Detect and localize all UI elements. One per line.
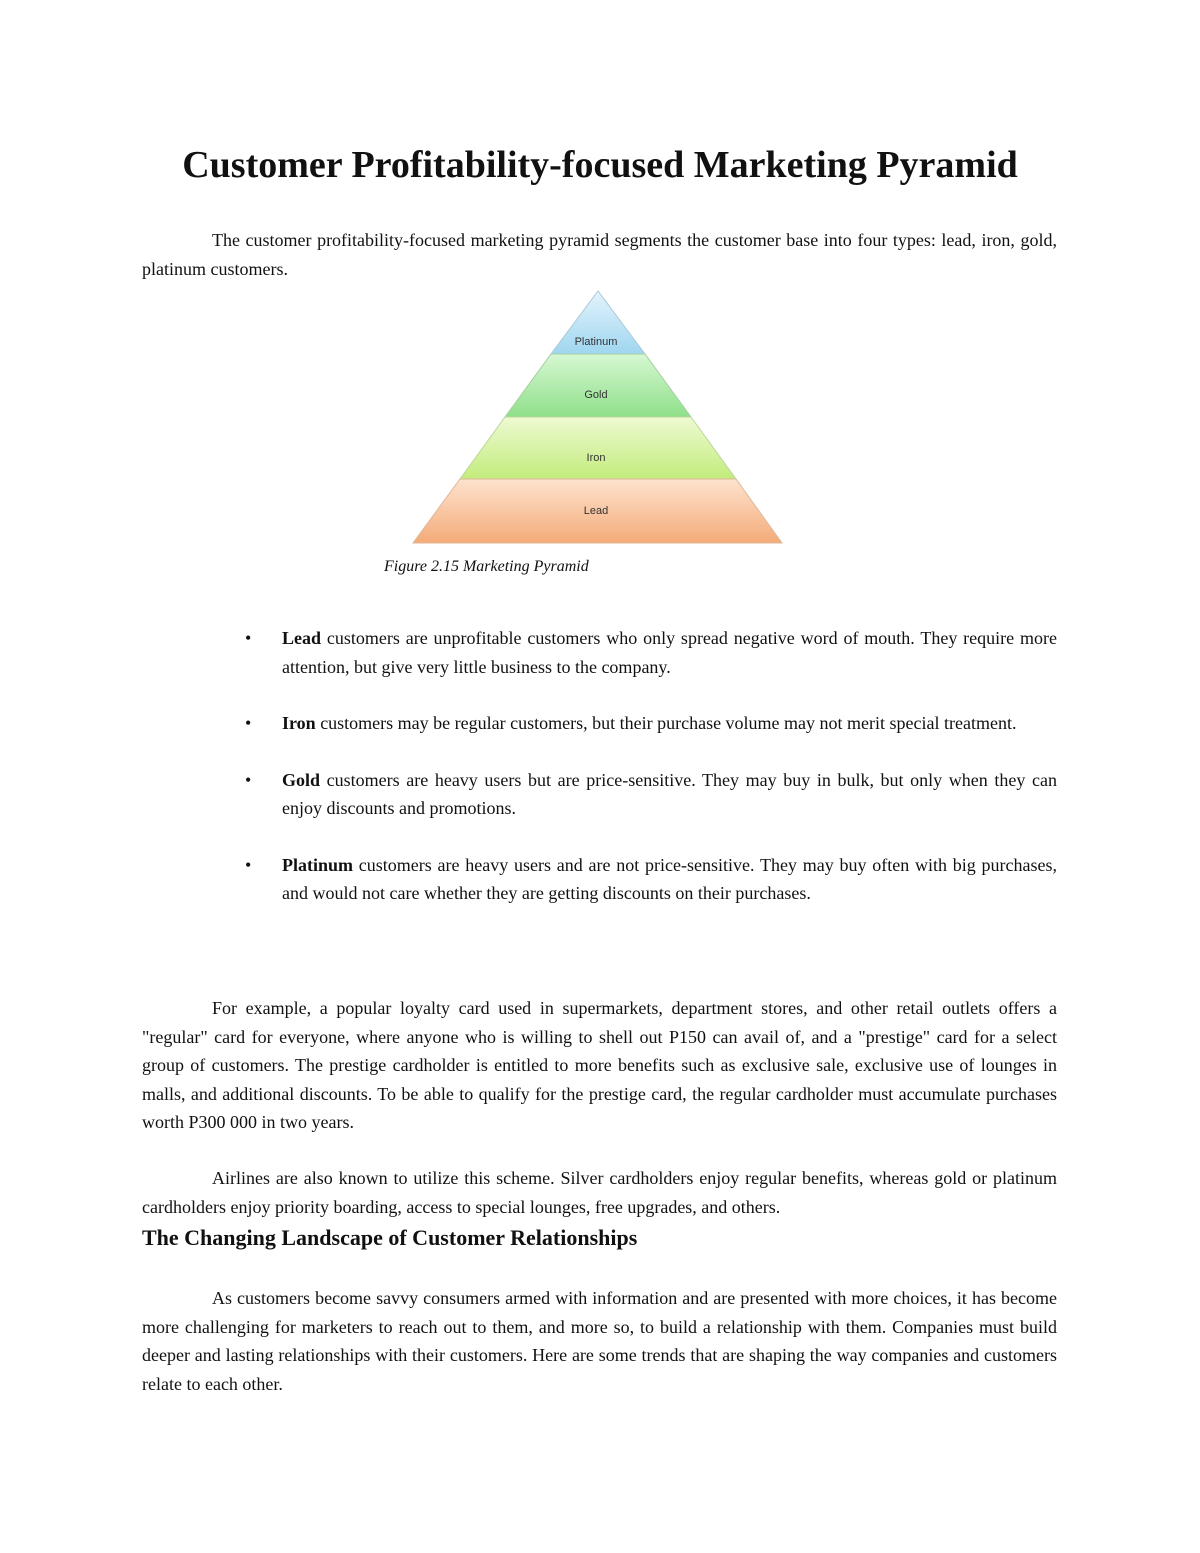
pyramid-label-platinum: Platinum: [574, 336, 618, 348]
bullet-icon: •: [245, 628, 252, 648]
bullet-icon: •: [245, 769, 252, 790]
landscape-paragraph: As customers become savvy consumers armed with information and are presented with more choices, it has become more challenging for marketers to reach out to them, and more so, to build a relationship with them. Companies must build deeper and lasting relationships with their customers. Here are some trends that are shaping the way companies and customers relate to each other.: [142, 1288, 1057, 1394]
page-title: Customer Profitability-focused Marketing Pyramid: [182, 144, 1018, 186]
bullet-text: customers may be regular customers, but their purchase volume may not merit special treatment.: [315, 713, 1017, 733]
bullet-text: customers are heavy users but are price-sensitive. They may buy in bulk, but only when they can enjoy discounts and promotions.: [282, 769, 1057, 818]
customer-type-list: [142, 624, 1057, 936]
pyramid-label-lead: Lead: [583, 505, 609, 517]
bullet-term: Lead: [282, 628, 322, 648]
pyramid-label-iron: Iron: [586, 452, 606, 464]
airlines-paragraph: Airlines are also known to utilize this scheme. Silver cardholders enjoy regular benefits, whereas gold or platinum cardholders enjoy priority boarding, access to special lounges, free upgrades, and others.: [142, 1168, 1057, 1217]
marketing-pyramid-figure: [408, 288, 788, 548]
pyramid-level-iron: [460, 417, 736, 479]
figure-caption: Figure 2.15 Marketing Pyramid: [384, 558, 589, 575]
bullet-icon: •: [245, 854, 252, 875]
bullet-text: customers are heavy users and are not price-sensitive. They may buy often with big purchases, and would not care whether they are getting discounts on their purchases.: [282, 854, 1057, 903]
pyramid-label-gold: Gold: [584, 389, 608, 401]
bullet-term: Gold: [282, 769, 321, 790]
pyramid-level-gold: [505, 354, 691, 417]
list-item: [142, 851, 1057, 908]
example-paragraph: For example, a popular loyalty card used in supermarkets, department stores, and other retail outlets offers a "regular" card for everyone, where anyone who is willing to shell out P150 can avail of, and a "prestige" card for a select group of customers. The prestige cardholder is entitled to more benefits such as exclusive sale, exclusive use of lounges in malls, and additional discounts. To be able to qualify for the prestige card, the regular cardholder must accumulate purchases worth P300 000 in two years.: [142, 998, 1057, 1132]
section-heading: The Changing Landscape of Customer Relationships: [142, 1225, 638, 1250]
bullet-term: Iron: [282, 713, 316, 733]
bullet-icon: •: [245, 713, 252, 733]
bullet-text: customers are unprofitable customers who only spread negative word of mouth. They require more attention, but give very little business to the company.: [282, 628, 1057, 677]
list-item: [142, 766, 1057, 823]
intro-paragraph: The customer profitability-focused marketing pyramid segments the customer base into four types: lead, iron, gold, platinum customers.: [142, 230, 1057, 279]
list-item: [142, 624, 1057, 681]
list-item: [142, 709, 1057, 738]
bullet-term: Platinum: [282, 854, 354, 875]
